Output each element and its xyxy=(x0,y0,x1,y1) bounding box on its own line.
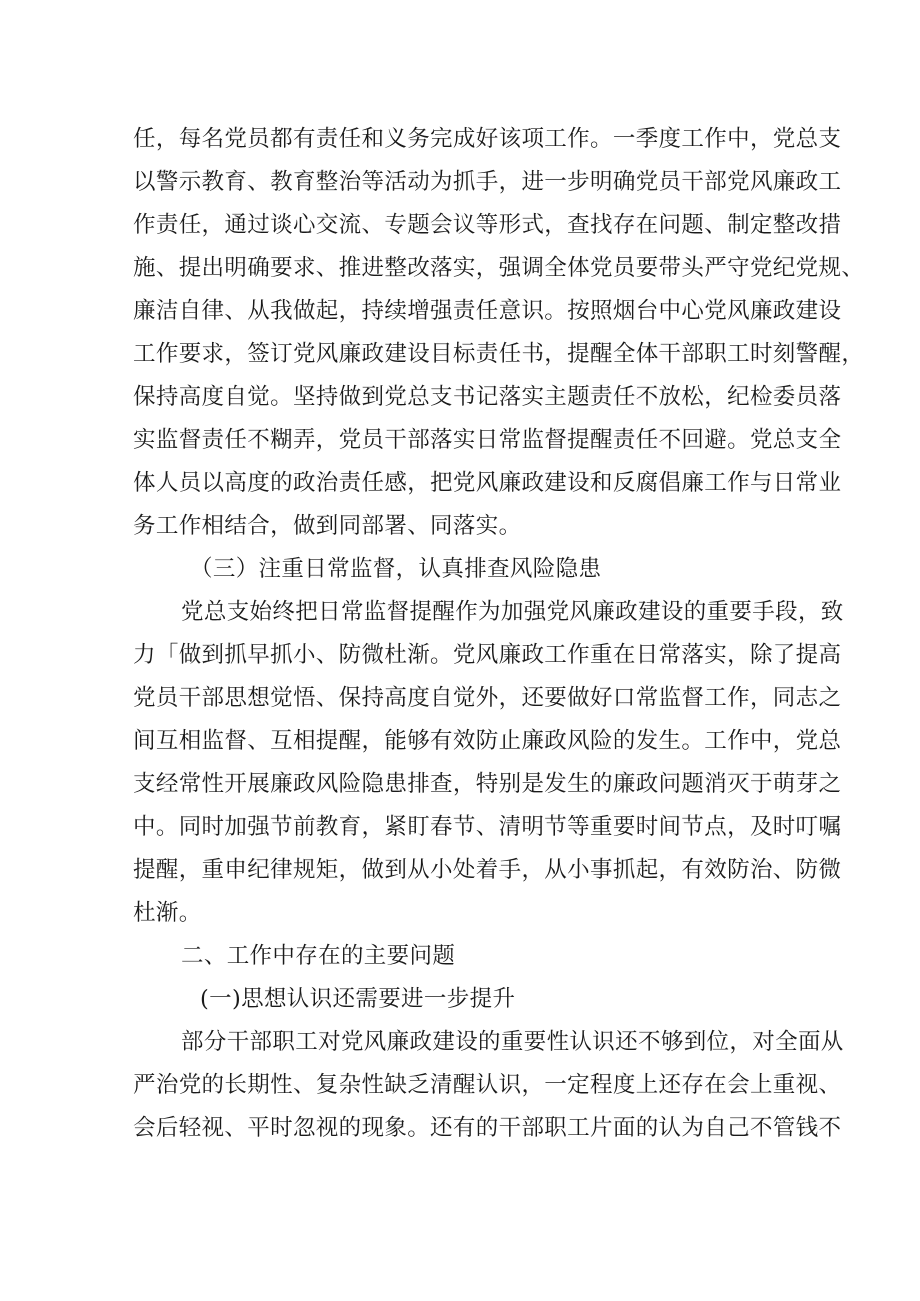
body-text-line: 作责任，通过谈心交流、专题会议等形式，查找存在问题、制定整改措 xyxy=(133,212,842,238)
body-text-line: 党员干部思想觉悟、保持高度自觉外，还要做好口常监督工作，同志之 xyxy=(133,685,842,711)
body-text-line: 支经常性开展廉政风险隐患排查，特别是发生的廉政问题消灭于萌芽之 xyxy=(133,771,842,797)
body-text-line: 实监督责任不糊弄，党员干部落实日常监督提醒责任不回避。党总支全 xyxy=(133,427,842,453)
body-text-line: 体人员以高度的政治责任感，把党风廉政建设和反腐倡廉工作与日常业 xyxy=(133,470,842,496)
body-text-line: 务工作相结合，做到同部署、同落实。 xyxy=(133,513,522,539)
body-text-line: 会后轻视、平时忽视的现象。还有的干部职工片面的认为自己不管钱不 xyxy=(133,1115,842,1141)
body-text-line: 工作要求，签订党风廉政建设目标责任书，提醒全体干部职工时刻警醒， xyxy=(133,341,865,367)
body-text-line: 施、提出明确要求、推进整改落实，强调全体党员要带头严守党纪党规、 xyxy=(133,255,865,281)
body-text-line: 中。同时加强节前教育，紧盯春节、清明节等重要时间节点，及时叮嘱 xyxy=(133,814,842,840)
paragraph-first-line: 部分干部职工对党风廉政建设的重要性认识还不够到位，对全面从 xyxy=(181,1029,844,1055)
paragraph-first-line: 党总支始终把日常监督提醒作为加强党风廉政建设的重要手段，致 xyxy=(181,599,844,625)
subsection-heading: （三）注重日常监督，认真排查风险隐患 xyxy=(190,556,602,582)
body-text-line: 廉洁自律、从我做起，持续增强责任意识。按照烟台中心党风廉政建设 xyxy=(133,298,842,324)
body-text-line: 保持高度自觉。坚持做到党总支书记落实主题责任不放松，纪检委员落 xyxy=(133,384,842,410)
body-text-line: 以警示教育、教育整治等活动为抓手，进一步明确党员干部党风廉政工 xyxy=(133,169,842,195)
subsection-heading: (一)思想认识还需要进一步提升 xyxy=(200,986,516,1012)
body-text-line: 严治党的长期性、复杂性缺乏清醒认识，一定程度上还存在会上重视、 xyxy=(133,1072,842,1098)
section-heading: 二、工作中存在的主要问题 xyxy=(181,943,456,969)
body-text-line: 力「做到抓早抓小、防微杜渐。党风廉政工作重在日常落实，除了提高 xyxy=(133,642,842,668)
body-text-line: 任，每名党员都有责任和义务完成好该项工作。一季度工作中，党总支 xyxy=(133,126,842,152)
body-text-line: 间互相监督、互相提醒，能够有效防止廉政风险的发生。工作中，党总 xyxy=(133,728,842,754)
body-text-line: 提醒，重申纪律规矩，做到从小处着手，从小事抓起，有效防治、防微 xyxy=(133,857,842,883)
body-text-line: 杜渐。 xyxy=(133,900,202,926)
